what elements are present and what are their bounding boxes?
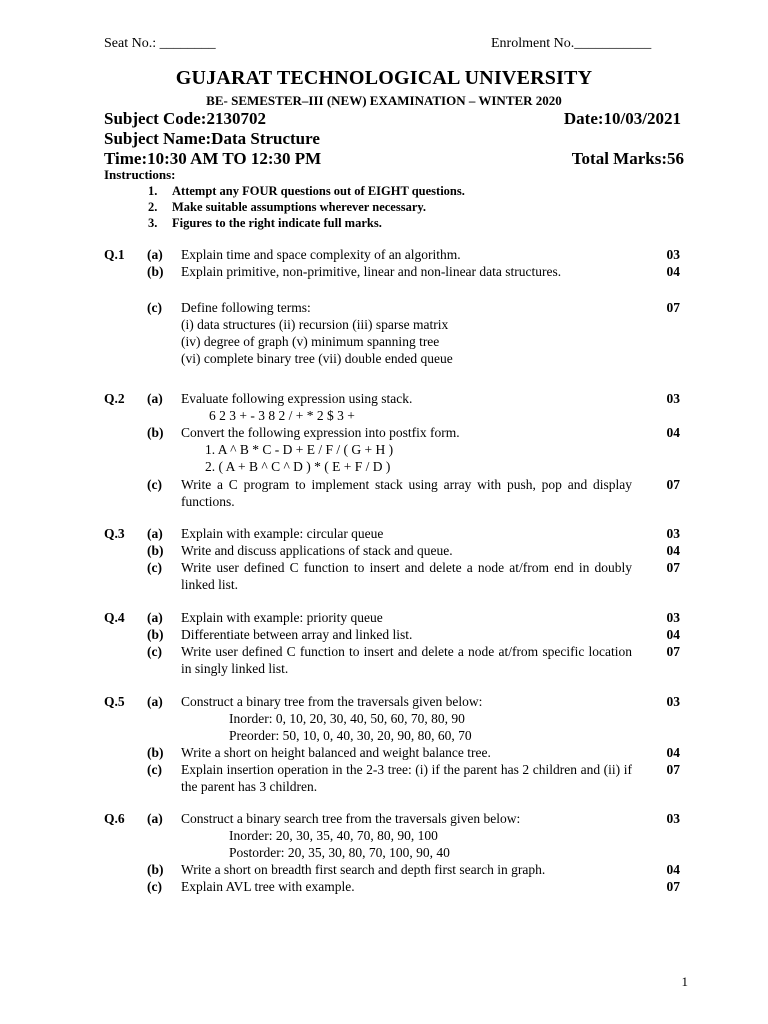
question-marks: 04	[666, 627, 680, 642]
subquestion-label: (b)	[147, 264, 164, 279]
subquestion-label: (c)	[147, 477, 162, 492]
subquestion-label: (b)	[147, 627, 164, 642]
instruction-text: Attempt any FOUR questions out of EIGHT questions.	[172, 184, 465, 198]
total-marks: Total Marks:56	[571, 149, 684, 168]
expression-line: 1. A ^ B * C - D + E / F / ( G + H )	[205, 442, 394, 457]
question-text: Construct a binary search tree from the traversals given below:	[181, 811, 521, 826]
question-2	[104, 390, 684, 510]
question-text: Write a short on height balanced and weight balance tree.	[181, 745, 491, 760]
question-text: Evaluate following expression using stack.	[181, 391, 413, 406]
question-text: Convert the following expression into postfix form.	[181, 425, 460, 440]
instruction-item	[148, 216, 382, 231]
question-number: Q.4	[104, 610, 125, 625]
subquestion-label: (a)	[147, 811, 163, 826]
question-6	[104, 810, 684, 895]
question-marks: 03	[666, 610, 680, 625]
subquestion-label: (a)	[147, 610, 163, 625]
page-number: 1	[681, 974, 688, 989]
question-3	[104, 525, 684, 593]
traversal-line: Preorder: 50, 10, 0, 40, 30, 20, 90, 80, 60, 70	[229, 728, 472, 743]
subquestion-label: (a)	[147, 694, 163, 709]
question-marks: 07	[666, 477, 680, 492]
term-list-line: (i) data structures (ii) recursion (iii) sparse matrix	[181, 317, 449, 332]
exam-date: Date:10/03/2021	[563, 109, 681, 128]
instructions-title: Instructions:	[104, 167, 176, 182]
subquestion-label: (a)	[147, 526, 163, 541]
question-number: Q.3	[104, 526, 125, 541]
subquestion-label: (c)	[147, 560, 162, 575]
traversal-line: Inorder: 20, 30, 35, 40, 70, 80, 90, 100	[229, 828, 438, 843]
question-text: Explain time and space complexity of an algorithm.	[181, 247, 461, 262]
question-text: Construct a binary tree from the traversals given below:	[181, 694, 483, 709]
exam-time: Time:10:30 AM TO 12:30 PM	[104, 149, 322, 168]
question-marks: 07	[666, 644, 680, 659]
expression-line: 6 2 3 + - 3 8 2 / + * 2 $ 3 +	[209, 408, 355, 423]
enrolment-number-label: Enrolment No.___________	[491, 36, 652, 51]
question-marks: 04	[666, 264, 680, 279]
question-5	[104, 693, 684, 795]
question-marks: 07	[666, 762, 680, 777]
university-title: GUJARAT TECHNOLOGICAL UNIVERSITY	[175, 67, 593, 89]
question-marks: 03	[666, 694, 680, 709]
subquestion-label: (b)	[147, 425, 164, 440]
question-number: Q.5	[104, 694, 125, 709]
question-marks: 07	[666, 879, 680, 894]
question-marks: 07	[666, 560, 680, 575]
subject-name: Subject Name:Data Structure	[104, 129, 320, 148]
question-text: Explain insertion operation in the 2-3 tree: (i) if the parent has 2 children and (ii) if the parent has 3 children.	[181, 762, 632, 794]
traversal-line: Postorder: 20, 35, 30, 80, 70, 100, 90, 40	[229, 845, 450, 860]
question-text: Define following terms:	[181, 300, 311, 315]
instruction-text: Make suitable assumptions wherever necessary.	[172, 200, 427, 214]
question-number: Q.6	[104, 811, 125, 826]
seat-number-label: Seat No.: ________	[104, 36, 216, 51]
traversal-line: Inorder: 0, 10, 20, 30, 40, 50, 60, 70, 80, 90	[229, 711, 465, 726]
question-marks: 04	[666, 543, 680, 558]
question-4	[104, 609, 684, 677]
question-text: Write and discuss applications of stack and queue.	[181, 543, 453, 558]
instruction-text: Figures to the right indicate full marks.	[172, 216, 382, 230]
question-marks: 03	[666, 391, 680, 406]
question-number: Q.2	[104, 391, 125, 406]
question-marks: 04	[666, 745, 680, 760]
question-text: Write user defined C function to insert and delete a node at/from end in doubly linked list.	[181, 560, 632, 592]
subquestion-label: (a)	[147, 247, 163, 262]
instruction-number: 1.	[148, 184, 158, 198]
question-marks: 04	[666, 862, 680, 877]
expression-line: 2. ( A + B ^ C ^ D ) * ( E + F / D )	[205, 459, 391, 474]
subquestion-label: (b)	[147, 862, 164, 877]
subquestion-label: (b)	[147, 543, 164, 558]
question-text: Write a C program to implement stack using array with push, pop and display functions.	[181, 477, 632, 509]
question-text: Explain AVL tree with example.	[181, 879, 355, 894]
term-list-line: (vi) complete binary tree (vii) double ended queue	[181, 351, 453, 366]
term-list-line: (iv) degree of graph (v) minimum spanning tree	[181, 334, 440, 349]
question-text: Explain with example: priority queue	[181, 610, 383, 625]
subquestion-label: (b)	[147, 745, 164, 760]
question-1	[104, 246, 684, 367]
instruction-item	[148, 200, 426, 215]
question-marks: 04	[666, 425, 680, 440]
question-marks: 03	[666, 526, 680, 541]
question-text: Write user defined C function to insert and delete a node at/from specific location in singly linked list.	[181, 644, 632, 676]
instruction-number: 2.	[148, 200, 158, 214]
question-text: Write a short on breadth first search and depth first search in graph.	[181, 862, 546, 877]
question-text: Explain with example: circular queue	[181, 526, 384, 541]
subject-code: Subject Code:2130702	[104, 109, 266, 128]
exam-title: BE- SEMESTER–III (NEW) EXAMINATION – WINTER 2020	[206, 93, 562, 108]
question-marks: 03	[666, 811, 680, 826]
question-text: Differentiate between array and linked list.	[181, 627, 413, 642]
instruction-item	[148, 184, 465, 199]
subquestion-label: (c)	[147, 644, 162, 659]
subquestion-label: (c)	[147, 300, 162, 315]
subquestion-label: (c)	[147, 762, 162, 777]
subquestion-label: (a)	[147, 391, 163, 406]
question-marks: 03	[666, 247, 680, 262]
subquestion-label: (c)	[147, 879, 162, 894]
question-number: Q.1	[104, 247, 125, 262]
question-text: Explain primitive, non-primitive, linear and non-linear data structures.	[181, 264, 562, 279]
instruction-number: 3.	[148, 216, 158, 230]
question-marks: 07	[666, 300, 680, 315]
